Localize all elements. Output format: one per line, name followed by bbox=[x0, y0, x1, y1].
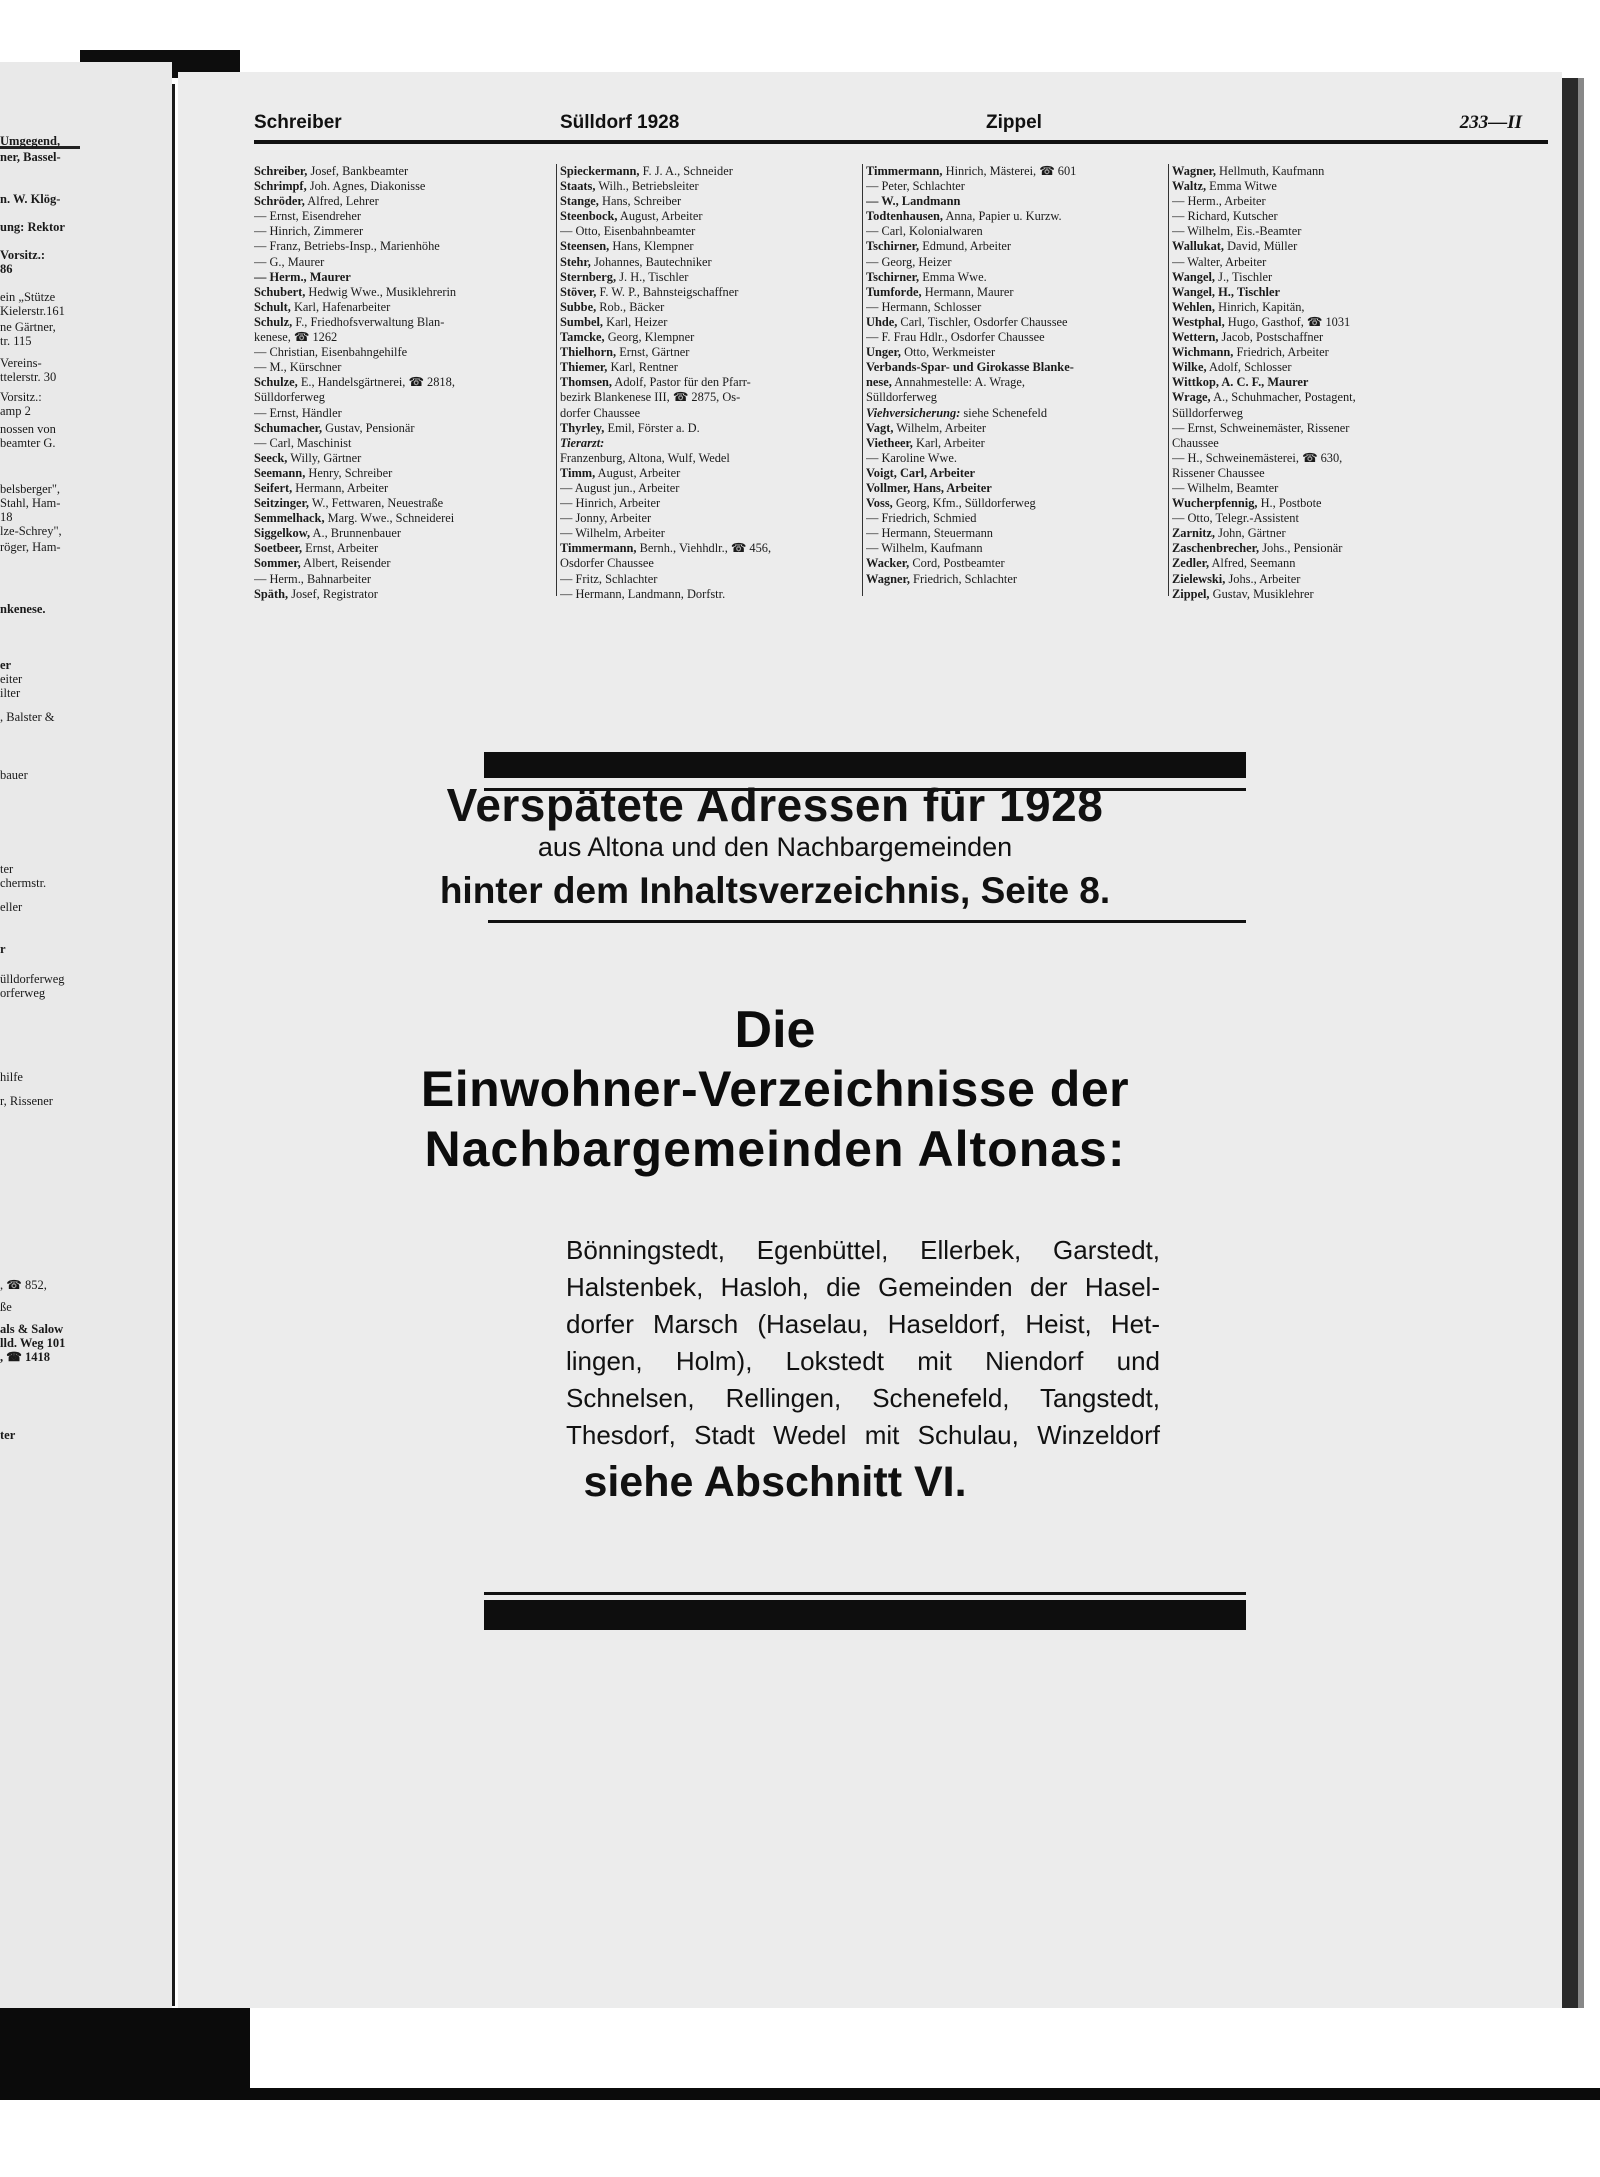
directory-column-2 bbox=[560, 164, 862, 602]
directory-entry: — Herm., Bahnarbeiter bbox=[254, 571, 371, 586]
left-page-fragment: ße bbox=[0, 1300, 12, 1314]
directory-entry: Staats, Wilh., Betriebsleiter bbox=[560, 179, 699, 194]
directory-entry: Waltz, Emma Witwe bbox=[1172, 179, 1277, 194]
left-page-fragment: Vorsitz.: bbox=[0, 248, 46, 262]
notice-bottom-bar bbox=[484, 1600, 1246, 1630]
directory-entry: Tierarzt: bbox=[560, 435, 605, 450]
directory-entry: bezirk Blankenese III, ☎ 2875, Os- bbox=[560, 390, 741, 405]
left-page-fragment: , ☎ 852, bbox=[0, 1278, 47, 1292]
left-page-fragment: chermstr. bbox=[0, 876, 47, 890]
see-section-reference: siehe Abschnitt VI. bbox=[583, 1458, 967, 1506]
directory-entry: Schumacher, Gustav, Pensionär bbox=[254, 420, 415, 435]
left-page-fragment: r bbox=[0, 942, 6, 956]
left-page-fragment: ter bbox=[0, 862, 14, 876]
directory-entry: — Herm., Arbeiter bbox=[1172, 194, 1266, 209]
directory-entry: Tschirner, Emma Wwe. bbox=[866, 269, 987, 284]
directory-columns bbox=[254, 164, 1544, 604]
directory-entry: — M., Kürschner bbox=[254, 360, 342, 375]
directory-entry: — Friedrich, Schmied bbox=[866, 511, 977, 526]
directory-entry: Wettern, Jacob, Postschaffner bbox=[1172, 330, 1324, 345]
left-page-fragment: ülldorferweg bbox=[0, 972, 65, 986]
municipality-list bbox=[566, 1232, 1160, 1454]
directory-entry: — Peter, Schlachter bbox=[866, 179, 965, 194]
directory-entry: Timm, August, Arbeiter bbox=[560, 465, 681, 480]
directory-entry: Sülldorferweg bbox=[254, 390, 325, 405]
directory-entry: Zippel, Gustav, Musiklehrer bbox=[1172, 586, 1314, 601]
directory-entry: — Walter, Arbeiter bbox=[1172, 254, 1267, 269]
left-page-fragment: Vereins- bbox=[0, 356, 42, 370]
directory-entry: Tschirner, Edmund, Arbeiter bbox=[866, 239, 1012, 254]
left-page-fragment: ung: Rektor bbox=[0, 220, 65, 234]
directory-entry: Spieckermann, F. J. A., Schneider bbox=[560, 164, 733, 178]
directory-entry: dorfer Chaussee bbox=[560, 405, 641, 420]
directory-entry: Franzenburg, Altona, Wulf, Wedel bbox=[560, 450, 730, 465]
directory-entry: Wrage, A., Schuhmacher, Postagent, bbox=[1172, 390, 1356, 405]
column-divider bbox=[556, 164, 557, 596]
directory-entry: Wangel, H., Tischler bbox=[1172, 284, 1280, 299]
directory-entry: — Ernst, Eisendreher bbox=[254, 209, 362, 224]
directory-entry: — G., Maurer bbox=[254, 254, 325, 269]
left-page-fragment: r, Rissener bbox=[0, 1094, 53, 1108]
directory-entry: Stöver, F. W. P., Bahnsteigschaffner bbox=[560, 284, 739, 299]
directory-entry: Thielhorn, Ernst, Gärtner bbox=[560, 345, 690, 360]
left-page-fragment: ttelerstr. 30 bbox=[0, 370, 57, 384]
directory-entry: Seitzinger, W., Fettwaren, Neuestraße bbox=[254, 496, 444, 511]
directory-entry: Steenbock, August, Arbeiter bbox=[560, 209, 703, 224]
directory-entry: Tumforde, Hermann, Maurer bbox=[866, 284, 1014, 299]
directory-entry: — Wilhelm, Eis.-Beamter bbox=[1172, 224, 1302, 239]
left-page-fragment: Kielerstr.161 bbox=[0, 304, 65, 318]
directory-entry: — Fritz, Schlachter bbox=[560, 571, 658, 586]
directory-entry: Schult, Karl, Hafenarbeiter bbox=[254, 299, 391, 314]
directory-entry: Seemann, Henry, Schreiber bbox=[254, 465, 393, 480]
left-page-fragment: eller bbox=[0, 900, 23, 914]
directory-entry: — W., Landmann bbox=[866, 194, 961, 209]
directory-entry: — Georg, Heizer bbox=[866, 254, 952, 269]
left-page-fragment: 18 bbox=[0, 510, 13, 524]
left-page-fragment: lze-Schrey", bbox=[0, 524, 62, 538]
running-head-first-name: Schreiber bbox=[254, 112, 342, 133]
left-page-fragment: Umgegend, bbox=[0, 134, 61, 148]
running-head-last-name: Zippel bbox=[986, 112, 1042, 133]
directory-entry: — Ernst, Händler bbox=[254, 405, 342, 420]
left-page-fragment: nkenese. bbox=[0, 602, 46, 616]
directory-entry: Wucherpfennig, H., Postbote bbox=[1172, 496, 1322, 511]
directory-entry: Wagner, Hellmuth, Kaufmann bbox=[1172, 164, 1325, 178]
directory-entry: Rissener Chaussee bbox=[1172, 465, 1265, 480]
municipality-line: Schnelsen, Rellingen, Schenefeld, Tangstedt, bbox=[566, 1383, 1160, 1413]
directory-entry: — Carl, Kolonialwaren bbox=[866, 224, 983, 239]
left-page-fragment: eiter bbox=[0, 672, 23, 686]
directory-entry: Vollmer, Hans, Arbeiter bbox=[866, 480, 992, 495]
municipality-line: dorfer Marsch (Haselau, Haseldorf, Heist, Het- bbox=[566, 1309, 1160, 1339]
reference-underline bbox=[488, 920, 1246, 923]
left-page-fragment: ilter bbox=[0, 686, 21, 700]
directory-entry: Schubert, Hedwig Wwe., Musiklehrerin bbox=[254, 284, 457, 299]
late-addresses-title: Verspätete Adressen für 1928 bbox=[446, 779, 1104, 831]
left-page-fragment: 86 bbox=[0, 262, 13, 276]
directory-entry: — Wilhelm, Arbeiter bbox=[560, 526, 665, 541]
directory-entry: Zaschenbrecher, Johs., Pensionär bbox=[1172, 541, 1343, 556]
directory-entry: Chaussee bbox=[1172, 435, 1219, 450]
directory-entry: — Hermann, Schlosser bbox=[866, 299, 982, 314]
directory-entry: nese, Annahmestelle: A. Wrage, bbox=[866, 375, 1025, 390]
scan-dark-tab-bottom bbox=[0, 2008, 250, 2094]
running-head-place-year: Sülldorf 1928 bbox=[560, 112, 680, 133]
directory-entry: Seifert, Hermann, Arbeiter bbox=[254, 480, 389, 495]
directory-entry: Osdorfer Chaussee bbox=[560, 556, 654, 571]
directory-entry: Vagt, Wilhelm, Arbeiter bbox=[866, 420, 986, 435]
directory-entry: — Richard, Kutscher bbox=[1172, 209, 1278, 224]
municipality-line: Halstenbek, Hasloh, die Gemeinden der Hasel- bbox=[566, 1272, 1160, 1302]
directory-column-1 bbox=[254, 164, 556, 602]
directory-entry: Timmermann, Hinrich, Mästerei, ☎ 601 bbox=[866, 164, 1077, 178]
left-page-fragment: , ☎ 1418 bbox=[0, 1350, 50, 1364]
directory-entry: — Ernst, Schweinemäster, Rissener bbox=[1172, 420, 1350, 435]
left-page-fragment: ner, Bassel- bbox=[0, 150, 61, 164]
directory-entry: Sommer, Albert, Reisender bbox=[254, 556, 391, 571]
directory-entry: — Christian, Eisenbahngehilfe bbox=[254, 345, 408, 360]
directory-entry: Vietheer, Karl, Arbeiter bbox=[866, 435, 985, 450]
late-addresses-subtitle: aus Altona und den Nachbargemeinden bbox=[537, 832, 1013, 862]
municipality-line: lingen, Holm), Lokstedt mit Niendorf und bbox=[566, 1346, 1160, 1376]
left-page-fragment: Vorsitz.: bbox=[0, 390, 42, 404]
left-page-fragment: amp 2 bbox=[0, 404, 31, 418]
left-page-fragment: bauer bbox=[0, 768, 28, 782]
left-page-fragment: ter bbox=[0, 1428, 16, 1442]
left-page-fragment: ein „Stütze bbox=[0, 290, 56, 304]
directory-entry: — Franz, Betriebs-Insp., Marienhöhe bbox=[254, 239, 440, 254]
directory-entry: Schröder, Alfred, Lehrer bbox=[254, 194, 379, 209]
running-head bbox=[254, 108, 1522, 138]
directory-entry: — H., Schweinemästerei, ☎ 630, bbox=[1172, 450, 1343, 465]
directory-entry: Timmermann, Bernh., Viehhdlr., ☎ 456, bbox=[560, 541, 772, 556]
left-page-fragment: n. W. Klög- bbox=[0, 192, 61, 206]
scan-bottom-band bbox=[0, 2088, 1600, 2100]
directory-entry: — Herm., Maurer bbox=[254, 269, 351, 284]
directory-entry: — Otto, Telegr.-Assistent bbox=[1172, 511, 1299, 526]
directory-entry: Sternberg, J. H., Tischler bbox=[560, 269, 689, 284]
directory-entry: — Hinrich, Zimmerer bbox=[254, 224, 364, 239]
announcement-heading-line-1: Die bbox=[734, 1001, 816, 1059]
directory-entry: Stehr, Johannes, Bautechniker bbox=[560, 254, 712, 269]
municipality-line: Bönningstedt, Egenbüttel, Ellerbek, Garstedt, bbox=[566, 1235, 1160, 1265]
directory-entry: Westphal, Hugo, Gasthof, ☎ 1031 bbox=[1172, 314, 1351, 329]
directory-entry: Verbands-Spar- und Girokasse Blanke- bbox=[866, 360, 1074, 375]
notice-bottom-rule bbox=[484, 1592, 1246, 1595]
directory-entry: Soetbeer, Ernst, Arbeiter bbox=[254, 541, 379, 556]
left-page-fragment: lld. Weg 101 bbox=[0, 1336, 66, 1350]
directory-entry: Semmelhack, Marg. Wwe., Schneiderei bbox=[254, 511, 455, 526]
directory-entry: Voigt, Carl, Arbeiter bbox=[866, 465, 975, 480]
left-page-fragment: Stahl, Ham- bbox=[0, 496, 61, 510]
left-page-fragment: beamter G. bbox=[0, 436, 56, 450]
directory-entry: Schulz, F., Friedhofsverwaltung Blan- bbox=[254, 314, 445, 329]
directory-entry: Sülldorferweg bbox=[1172, 405, 1243, 420]
directory-entry: Wacker, Cord, Postbeamter bbox=[866, 556, 1005, 571]
municipality-line: Thesdorf, Stadt Wedel mit Schulau, Winzeldorf bbox=[566, 1420, 1160, 1450]
left-page-fragment: orferweg bbox=[0, 986, 46, 1000]
directory-entry: Todtenhausen, Anna, Papier u. Kurzw. bbox=[866, 209, 1062, 224]
directory-entry: — F. Frau Hdlr., Osdorfer Chaussee bbox=[866, 330, 1045, 345]
page-gutter bbox=[172, 84, 175, 2006]
header-rule bbox=[254, 140, 1548, 144]
directory-entry: Wichmann, Friedrich, Arbeiter bbox=[1172, 345, 1329, 360]
scan-right-edge-shadow bbox=[1578, 78, 1584, 2008]
directory-entry: — Wilhelm, Beamter bbox=[1172, 480, 1279, 495]
left-page-fragment: hilfe bbox=[0, 1070, 23, 1084]
directory-entry: Unger, Otto, Werkmeister bbox=[866, 345, 996, 360]
directory-entry: Voss, Georg, Kfm., Sülldorferweg bbox=[866, 496, 1036, 511]
directory-column-3 bbox=[866, 164, 1168, 587]
left-page-fragment: ne Gärtner, bbox=[0, 320, 56, 334]
directory-entry: Wehlen, Hinrich, Kapitän, bbox=[1172, 299, 1305, 314]
directory-entry: Wilke, Adolf, Schlosser bbox=[1172, 360, 1292, 375]
directory-entry: Viehversicherung: siehe Schenefeld bbox=[866, 405, 1048, 420]
directory-entry: Subbe, Rob., Bäcker bbox=[560, 299, 665, 314]
directory-entry: Zedler, Alfred, Seemann bbox=[1172, 556, 1296, 571]
directory-entry: Seeck, Willy, Gärtner bbox=[254, 450, 362, 465]
directory-entry: Wagner, Friedrich, Schlachter bbox=[866, 571, 1017, 586]
notice-top-bar bbox=[484, 752, 1246, 778]
left-page-fragment: er bbox=[0, 658, 12, 672]
directory-entry: Siggelkow, A., Brunnenbauer bbox=[254, 526, 401, 541]
directory-entry: Wallukat, David, Müller bbox=[1172, 239, 1298, 254]
directory-entry: — Karoline Wwe. bbox=[866, 450, 957, 465]
left-page-fragment: tr. 115 bbox=[0, 334, 32, 348]
directory-entry: Wittkop, A. C. F., Maurer bbox=[1172, 375, 1309, 390]
left-page-fragment: belsberger", bbox=[0, 482, 61, 496]
left-page-fragment: röger, Ham- bbox=[0, 540, 61, 554]
column-divider bbox=[862, 164, 863, 596]
directory-entry: kenese, ☎ 1262 bbox=[254, 330, 338, 345]
left-page-fragment: nossen von bbox=[0, 422, 56, 436]
directory-entry: — Jonny, Arbeiter bbox=[560, 511, 652, 526]
column-divider bbox=[1168, 164, 1169, 596]
directory-entry: Thyrley, Emil, Förster a. D. bbox=[560, 420, 700, 435]
directory-entry: Zarnitz, John, Gärtner bbox=[1172, 526, 1286, 541]
directory-entry: — Otto, Eisenbahnbeamter bbox=[560, 224, 696, 239]
left-page-fragment: als & Salow bbox=[0, 1322, 64, 1336]
directory-entry: Späth, Josef, Registrator bbox=[254, 586, 378, 601]
directory-entry: — August jun., Arbeiter bbox=[560, 480, 680, 495]
directory-entry: Thiemer, Karl, Rentner bbox=[560, 360, 678, 375]
directory-entry: — Hermann, Landmann, Dorfstr. bbox=[560, 586, 726, 601]
directory-entry: Zielewski, Johs., Arbeiter bbox=[1172, 571, 1301, 586]
directory-entry: — Hermann, Steuermann bbox=[866, 526, 993, 541]
directory-entry: — Carl, Maschinist bbox=[254, 435, 352, 450]
directory-column-4 bbox=[1172, 164, 1467, 602]
directory-entry: — Hinrich, Arbeiter bbox=[560, 496, 661, 511]
announcement-heading-line-2: Einwohner-Verzeichnisse der bbox=[420, 1061, 1130, 1117]
scan-right-edge bbox=[1562, 78, 1578, 2008]
directory-entry: Schrimpf, Joh. Agnes, Diakonisse bbox=[254, 179, 426, 194]
previous-page-fragment bbox=[0, 62, 172, 2010]
directory-entry: Uhde, Carl, Tischler, Osdorfer Chaussee bbox=[866, 314, 1068, 329]
directory-entry: Sülldorferweg bbox=[866, 390, 937, 405]
left-page-fragment: , Balster & bbox=[0, 710, 55, 724]
directory-entry: Steensen, Hans, Klempner bbox=[560, 239, 694, 254]
directory-entry: — Wilhelm, Kaufmann bbox=[866, 541, 983, 556]
directory-entry: Schreiber, Josef, Bankbeamter bbox=[254, 164, 409, 178]
page-number: 233—II bbox=[1459, 112, 1522, 133]
late-addresses-reference: hinter dem Inhaltsverzeichnis, Seite 8. bbox=[439, 870, 1111, 911]
directory-entry: Sumbel, Karl, Heizer bbox=[560, 314, 668, 329]
directory-entry: Schulze, E., Handelsgärtnerei, ☎ 2818, bbox=[254, 375, 455, 390]
directory-entry: Thomsen, Adolf, Pastor für den Pfarr- bbox=[560, 375, 751, 390]
directory-entry: Wangel, J., Tischler bbox=[1172, 269, 1273, 284]
directory-entry: Tamcke, Georg, Klempner bbox=[560, 330, 695, 345]
announcement-heading-line-3: Nachbargemeinden Altonas: bbox=[424, 1121, 1126, 1177]
directory-entry: Stange, Hans, Schreiber bbox=[560, 194, 682, 209]
